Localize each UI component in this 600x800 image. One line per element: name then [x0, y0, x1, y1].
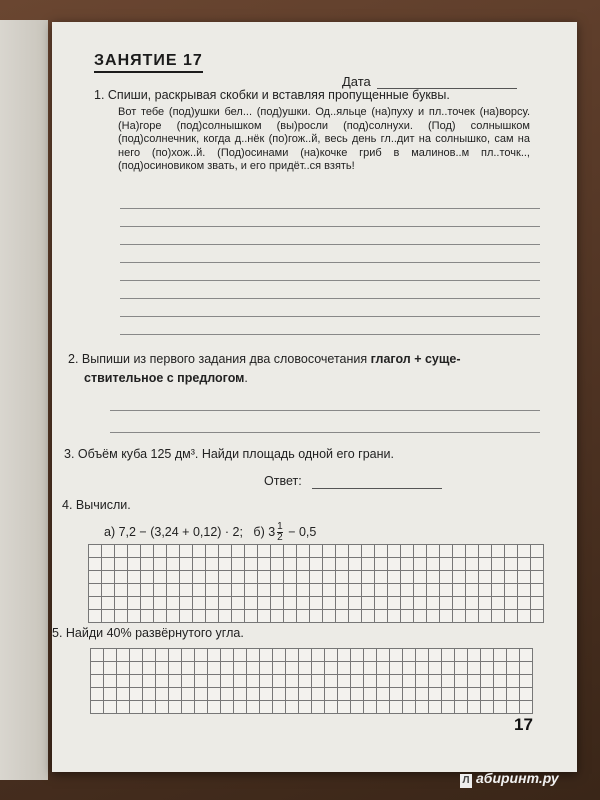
- watermark-badge: Л: [460, 774, 472, 788]
- workbook-spine: [0, 20, 48, 780]
- ruled-line: [120, 298, 540, 299]
- task4-grid: [88, 544, 544, 623]
- page-number: 17: [514, 715, 533, 734]
- lesson-title: ЗАНЯТИЕ 17: [94, 52, 203, 73]
- task5-grid: [90, 648, 533, 714]
- task4-expressions: а) 7,2 − (3,24 + 0,12) · 2; б) 3 $\frac{1}{2}$ − 0,5: [104, 521, 317, 543]
- answer-line: [312, 488, 442, 489]
- date-label: Дата: [342, 74, 371, 89]
- watermark: Л абиринт.ру: [460, 770, 559, 788]
- ruled-line: [120, 316, 540, 317]
- ruled-line: [120, 334, 540, 335]
- task1-prompt: 1. Спиши, раскрывая скобки и вставляя пропущенные буквы.: [94, 88, 450, 102]
- ruled-line: [110, 410, 540, 411]
- ruled-line: [120, 226, 540, 227]
- ruled-line: [120, 262, 540, 263]
- task4-prompt: 4. Вычисли.: [62, 498, 131, 512]
- ruled-line: [120, 208, 540, 209]
- task3-answer-label: Ответ:: [264, 474, 302, 488]
- ruled-line: [110, 432, 540, 433]
- ruled-line: [120, 280, 540, 281]
- ruled-line: [120, 244, 540, 245]
- task3-prompt: 3. Объём куба 125 дм³. Найди площадь одной его грани.: [64, 447, 394, 461]
- task2-line2: ствительное с предлогом.: [84, 371, 248, 385]
- task2-line1: 2. Выпиши из первого задания два словосочетания глагол + суще-: [68, 352, 461, 366]
- task5-prompt: 5. Найди 40% развёрнутого угла.: [52, 626, 244, 640]
- task1-text: Вот тебе (под)ушки бел... (под)ушки. Од..яльце (на)пуху и пл..точек (на)ворсу. (На)горе (под)солнышком (вы)росли (под)солнухи. (Под) солнышком (под)солнечник, когда д..нёк (по)гож..й, весь день гл..дит на солнышко, сам на него (по)хож..й. (Под)осинами (на)кочке гриб в малинов..м пл..точк.., (под)осиновиком звать, и его придёт..ся взять!: [118, 106, 530, 172]
- workbook-page: [52, 22, 577, 772]
